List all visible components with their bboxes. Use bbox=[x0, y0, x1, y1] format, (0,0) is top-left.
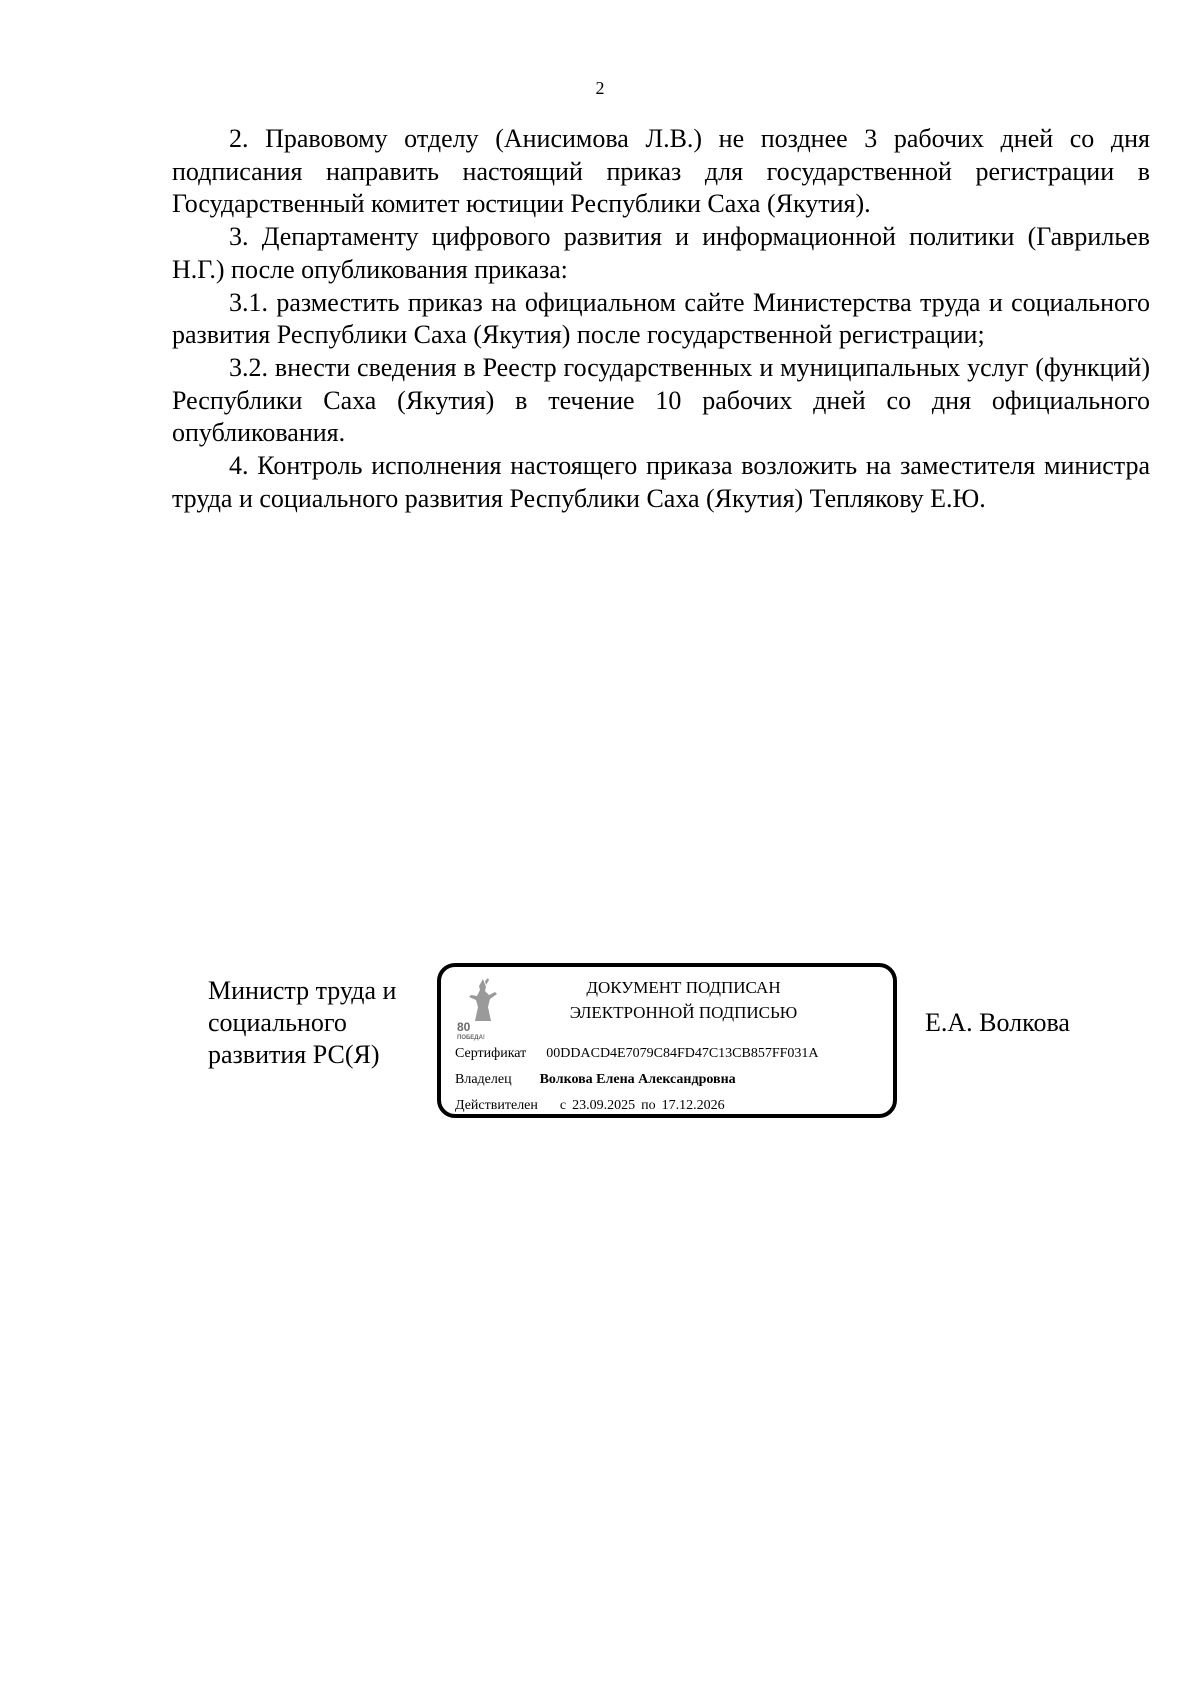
stamp-certificate-row bbox=[455, 1046, 819, 1062]
validity-label: Действителен bbox=[455, 1098, 538, 1113]
paragraph-item-3-1: 3.1. разместить приказ на официальном сайте Министерства труда и социального развития Республики Саха (Якутия) после государственной регистрации; bbox=[172, 287, 1150, 350]
paragraph-item-4: 4. Контроль исполнения настоящего приказа возложить на заместителя министра труда и социального развития Республики Саха (Якутия) Теплякову Е.Ю. bbox=[172, 451, 1150, 513]
signatory-name: Е.А. Волкова bbox=[925, 1008, 1070, 1037]
stamp-validity-row bbox=[455, 1098, 725, 1114]
paragraph-item-3: 3. Департаменту цифрового развития и информационной политики (Гаврильев Н.Г.) после опубликования приказа: bbox=[172, 222, 1150, 284]
signatory-title-line: Министр труда и bbox=[208, 976, 397, 1005]
validity-from-word: с bbox=[559, 1098, 567, 1113]
signatory-title bbox=[208, 975, 438, 1071]
page-number: 2 bbox=[595, 78, 605, 98]
victory-80-emblem-icon bbox=[455, 977, 511, 1041]
stamp-heading bbox=[511, 975, 856, 1025]
validity-from-date: 23.09.2025 bbox=[572, 1098, 636, 1113]
validity-to-word: по bbox=[641, 1098, 656, 1113]
validity-to-date: 17.12.2026 bbox=[661, 1098, 725, 1113]
stamp-owner-row bbox=[455, 1072, 736, 1088]
paragraph-item-3-2: 3.2. внести сведения в Реестр государственных и муниципальных услуг (функций) Республики Саха (Якутия) в течение 10 рабочих дней со дня официального опубликования. bbox=[172, 352, 1150, 448]
paragraph-item-2: 2. Правовому отделу (Анисимова Л.В.) не позднее 3 рабочих дней со дня подписания направить настоящий приказ для государственной регистрации в Государственный комитет юстиции Республики Саха (Якутия). bbox=[172, 124, 1150, 219]
certificate-label: Сертификат bbox=[455, 1046, 527, 1061]
order-body bbox=[172, 123, 1150, 515]
certificate-value: 00DDACD4E7079C84FD47C13CB857FF031A bbox=[546, 1046, 819, 1061]
owner-value: Волкова Елена Александровна bbox=[539, 1072, 736, 1087]
svg-text:80: 80 bbox=[457, 1020, 471, 1034]
electronic-signature-stamp bbox=[437, 963, 897, 1118]
stamp-heading-line-1: ДОКУМЕНТ ПОДПИСАН bbox=[586, 978, 781, 997]
signatory-title-line: социального bbox=[208, 1008, 347, 1037]
signatory-title-line: развития РС(Я) bbox=[208, 1040, 380, 1069]
svg-text:ПОБЕДА!: ПОБЕДА! bbox=[457, 1035, 485, 1041]
owner-label: Владелец bbox=[455, 1072, 512, 1087]
stamp-heading-line-2: ЭЛЕКТРОННОЙ ПОДПИСЬЮ bbox=[569, 1003, 798, 1022]
